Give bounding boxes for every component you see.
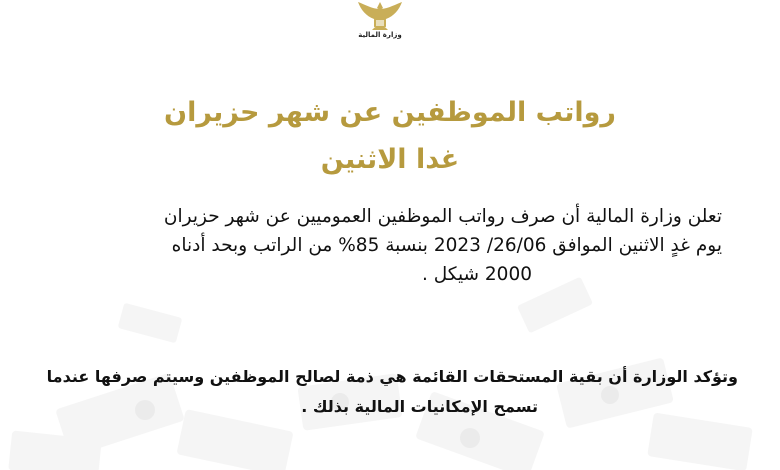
ministry-caption: وزارة المالية [358,31,402,39]
paragraph-line: يوم غدٍ الاثنين الموافق 26/06/ 2023 بنسبة 85% من الراتب وبحد أدناه [171,235,722,256]
paragraph-line: وتؤكد الوزارة أن بقية المستحقات القائمة هي ذمة لصالح الموظفين وسيتم صرفها عندما [46,367,738,386]
paragraph-line: تسمح الإمكانيات المالية بذلك . [301,397,538,416]
confirmation-paragraph [38,362,738,422]
paragraph-line: 2000 شيكل . [421,264,532,285]
headline-title: رواتب الموظفين عن شهر حزيران [164,97,616,128]
paragraph-line: تعلن وزارة المالية أن صرف رواتب الموظفين العموميين عن شهر حزيران [163,206,722,227]
headline-subtitle: غدا الاثنين [320,144,460,175]
announcement-paragraph [62,202,722,289]
